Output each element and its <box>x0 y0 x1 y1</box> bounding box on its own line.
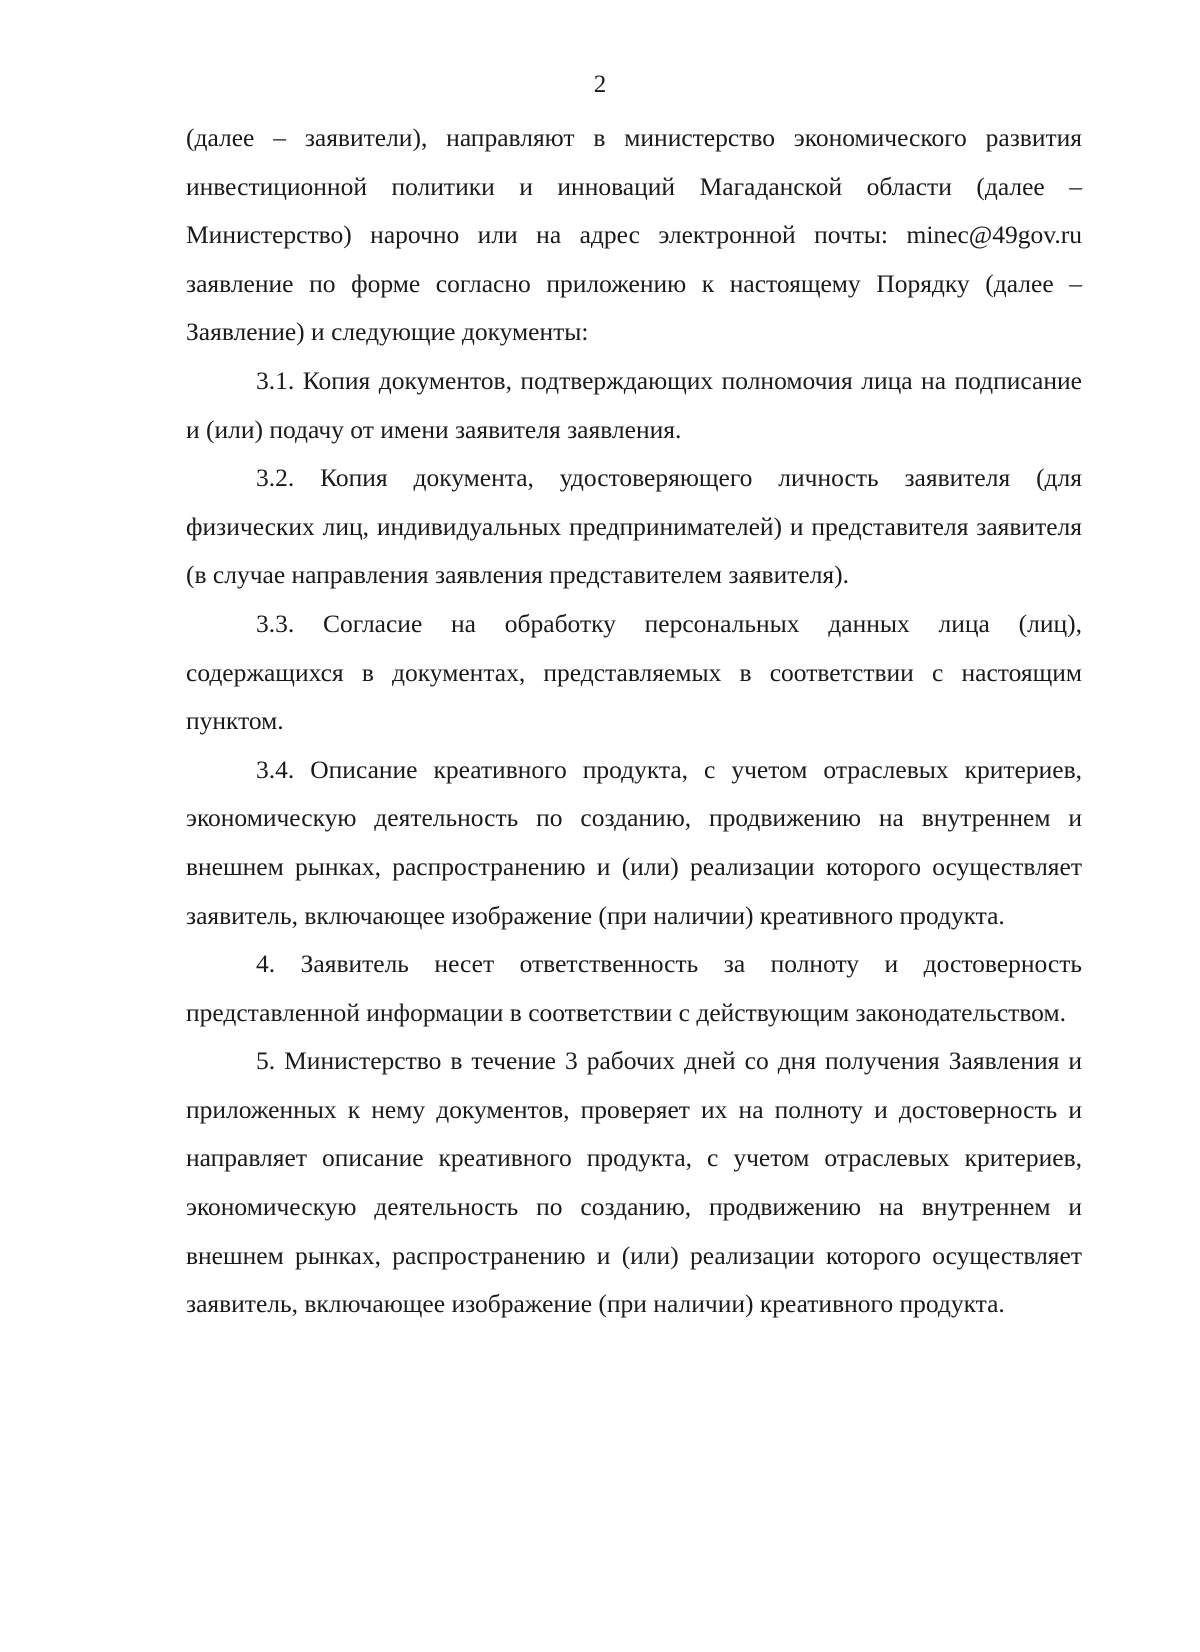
page-number: 2 <box>593 71 607 98</box>
paragraph-4: 4. Заявитель несет ответственность за полноту и достоверность представленной информации в соответствии с действующим законодательством. <box>186 949 1082 1027</box>
paragraph-3-4: 3.4. Описание креативного продукта, с учетом отраслевых критериев, экономическую деятельность по созданию, продвижению на внутреннем и внешнем рынках, распространению и (или) реализации которого осуществляет заявитель, включающее изображение (при наличии) креативного продукта. <box>186 754 1082 930</box>
document-body <box>186 114 1082 1329</box>
paragraph-intro-continuation: (далее – заявители), направляют в министерство экономического развития инвестиционной политики и инноваций Магаданской области (далее – Министерство) нарочно или на адрес электронной почты: minec@49gov.ru заявление по форме согласно приложению к настоящему Порядку (далее – Заявление) и следующие документы: <box>186 123 1082 347</box>
paragraph-3-3: 3.3. Согласие на обработку персональных данных лица (лиц), содержащихся в документах, представляемых в соответствии с настоящим пунктом. <box>186 608 1082 736</box>
paragraph-5: 5. Министерство в течение 3 рабочих дней со дня получения Заявления и приложенных к нему документов, проверяет их на полноту и достоверность и направляет описание креативного продукта, с учетом отраслевых критериев, экономическую деятельность по созданию, продвижению на внутреннем и внешнем рынках, распространению и (или) реализации которого осуществляет заявитель, включающее изображение (при наличии) креативного продукта. <box>186 1046 1082 1319</box>
paragraph-3-1: 3.1. Копия документов, подтверждающих полномочия лица на подписание и (или) подачу от имени заявителя заявления. <box>186 365 1082 444</box>
paragraph-3-2: 3.2. Копия документа, удостоверяющего личность заявителя (для физических лиц, индивидуальных предпринимателей) и представителя заявителя (в случае направления заявления представителем заявителя). <box>186 463 1082 590</box>
